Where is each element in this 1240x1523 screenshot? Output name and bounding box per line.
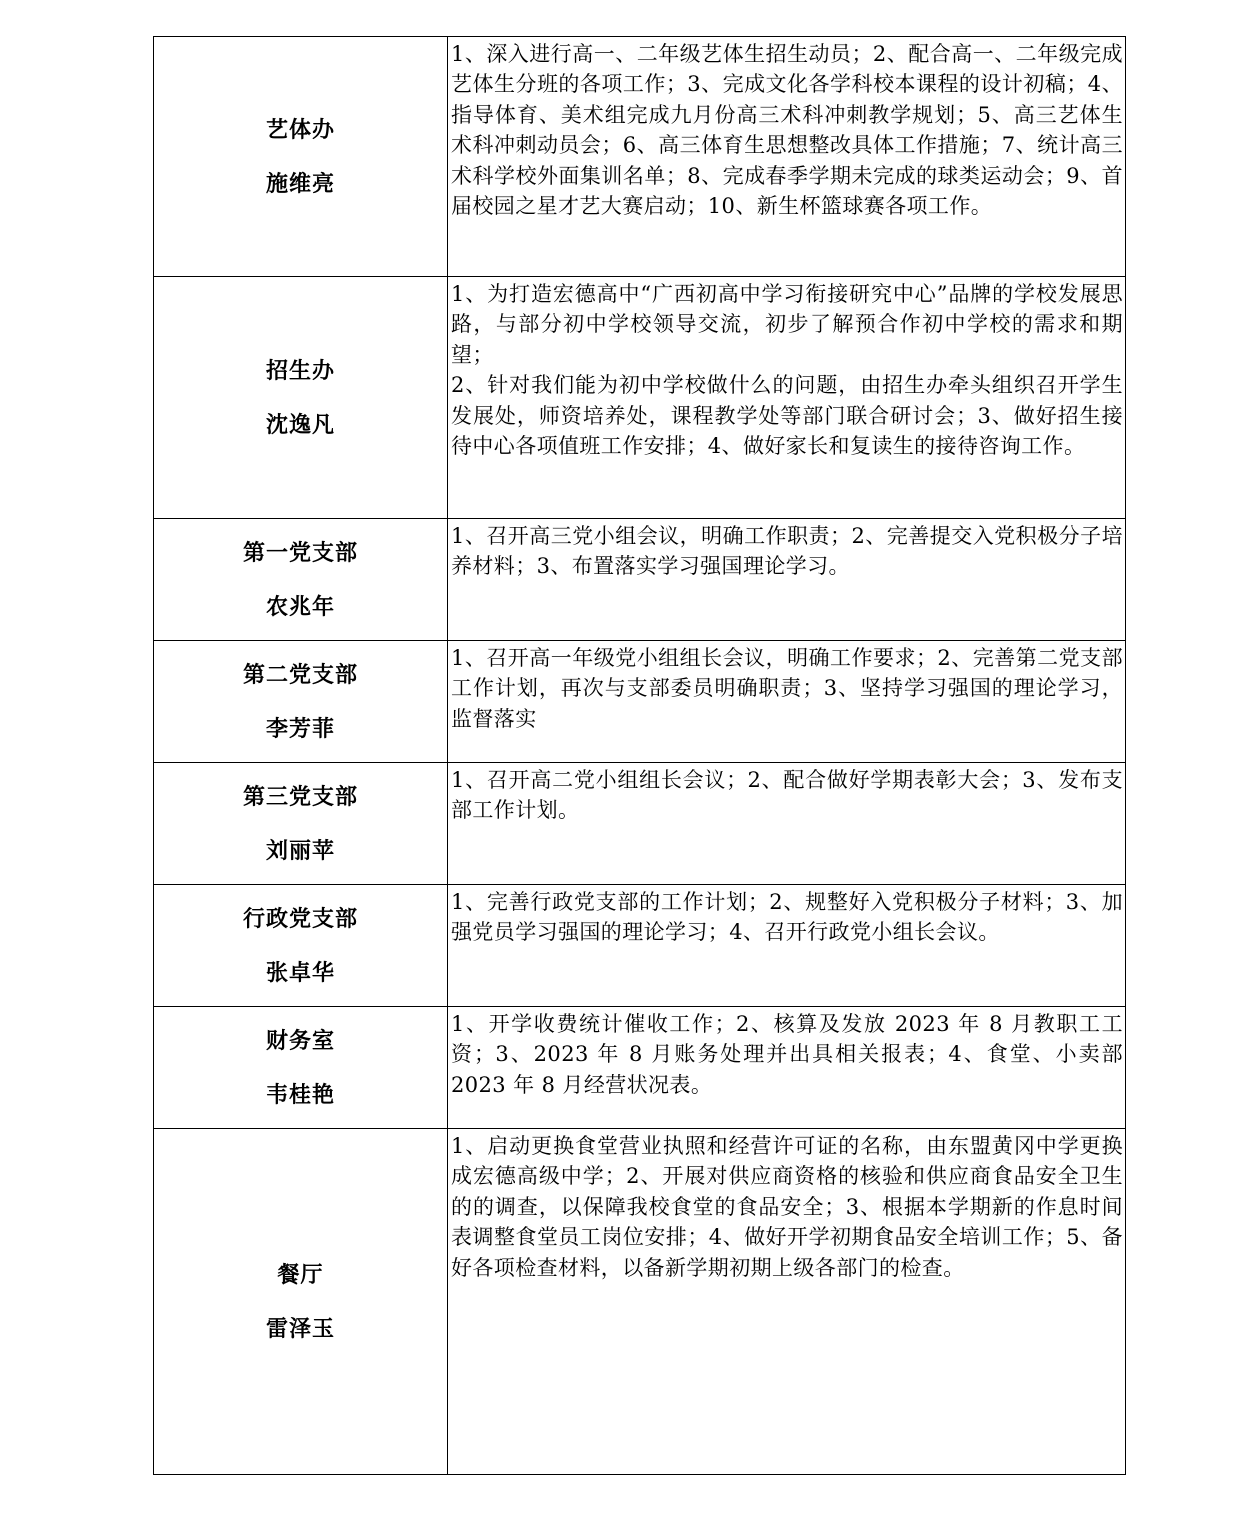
department-cell xyxy=(154,641,448,763)
department-cell xyxy=(154,885,448,1007)
work-line: 1、开学收费统计催收工作；2、核算及发放 2023 年 8 月教职工工资；3、2023 年 8 月账务处理并出具相关报表；4、食堂、小卖部 2023 年 8 月经营状况表。 xyxy=(451,1012,1123,1097)
work-line: 1、召开高三党小组会议，明确工作职责；2、完善提交入党积极分子培养材料；3、布置落实学习强国理论学习。 xyxy=(451,524,1123,579)
table-row xyxy=(154,1129,1126,1475)
table-row xyxy=(154,519,1126,641)
department-name: 艺体办 xyxy=(265,116,335,143)
person-name: 农兆年 xyxy=(265,593,335,620)
department-name: 餐厅 xyxy=(277,1261,324,1288)
department-cell xyxy=(154,277,448,519)
work-line: 2、针对我们能为初中学校做什么的问题，由招生办牵头组织召开学生发展处，师资培养处，课程教学处等部门联合研讨会；3、做好招生接待中心各项值班工作安排；4、做好家长和复读生的接待咨询工作。 xyxy=(451,373,1123,459)
table-row xyxy=(154,277,1126,519)
table-row xyxy=(154,885,1126,1007)
department-name: 招生办 xyxy=(265,357,335,384)
department-cell xyxy=(154,1007,448,1129)
work-content-cell xyxy=(448,1007,1126,1129)
work-content-cell xyxy=(448,885,1126,1007)
person-name: 李芳菲 xyxy=(265,715,335,742)
table-row xyxy=(154,763,1126,885)
work-line: 1、深入进行高一、二年级艺体生招生动员；2、配合高一、二年级完成艺体生分班的各项工作；3、完成文化各学科校本课程的设计初稿；4、指导体育、美术组完成九月份高三术科冲刺教学规划；5、高三艺体生术科冲刺动员会；6、高三体育生思想整改具体工作措施；7、统计高三术科学校外面集训名单；8、完成春季学期未完成的球类运动会；9、首届校园之星才艺大赛启动；10、新生杯篮球赛各项工作。 xyxy=(451,42,1123,219)
work-content-cell xyxy=(448,37,1126,277)
table-row xyxy=(154,1007,1126,1129)
work-plan-table xyxy=(153,36,1126,1475)
department-name: 第三党支部 xyxy=(242,783,358,810)
work-line: 1、为打造宏德高中“广西初高中学习衔接研究中心”品牌的学校发展思路，与部分初中学校领导交流，初步了解预合作初中学校的需求和期望； xyxy=(451,282,1123,367)
person-name: 刘丽苹 xyxy=(265,837,335,864)
work-line: 1、召开高二党小组组长会议；2、配合做好学期表彰大会；3、发布支部工作计划。 xyxy=(451,768,1123,823)
department-name: 第二党支部 xyxy=(242,661,358,688)
work-content-cell xyxy=(448,277,1126,519)
department-cell xyxy=(154,763,448,885)
work-content-cell xyxy=(448,1129,1126,1475)
department-cell xyxy=(154,37,448,277)
work-line: 1、启动更换食堂营业执照和经营许可证的名称，由东盟黄冈中学更换成宏德高级中学；2、开展对供应商资格的核验和供应商食品安全卫生的的调查，以保障我校食堂的食品安全；3、根据本学期新的作息时间表调整食堂员工岗位安排；4、做好开学初期食品安全培训工作；5、备好各项检查材料，以备新学期初期上级各部门的检查。 xyxy=(451,1134,1123,1280)
person-name: 雷泽玉 xyxy=(265,1315,335,1342)
person-name: 韦桂艳 xyxy=(265,1081,335,1108)
table-row xyxy=(154,641,1126,763)
department-name: 财务室 xyxy=(265,1027,335,1054)
person-name: 张卓华 xyxy=(265,959,335,986)
person-name: 施维亮 xyxy=(265,170,335,197)
work-content-cell xyxy=(448,641,1126,763)
work-line: 1、完善行政党支部的工作计划；2、规整好入党积极分子材料；3、加强党员学习强国的理论学习；4、召开行政党小组长会议。 xyxy=(451,890,1123,945)
work-line: 1、召开高一年级党小组组长会议，明确工作要求；2、完善第二党支部工作计划，再次与支部委员明确职责；3、坚持学习强国的理论学习，监督落实 xyxy=(451,646,1123,731)
table-row xyxy=(154,37,1126,277)
work-content-cell xyxy=(448,519,1126,641)
work-content-cell xyxy=(448,763,1126,885)
department-name: 行政党支部 xyxy=(242,905,358,932)
department-cell xyxy=(154,1129,448,1475)
person-name: 沈逸凡 xyxy=(265,411,335,438)
department-cell xyxy=(154,519,448,641)
department-name: 第一党支部 xyxy=(242,539,358,566)
